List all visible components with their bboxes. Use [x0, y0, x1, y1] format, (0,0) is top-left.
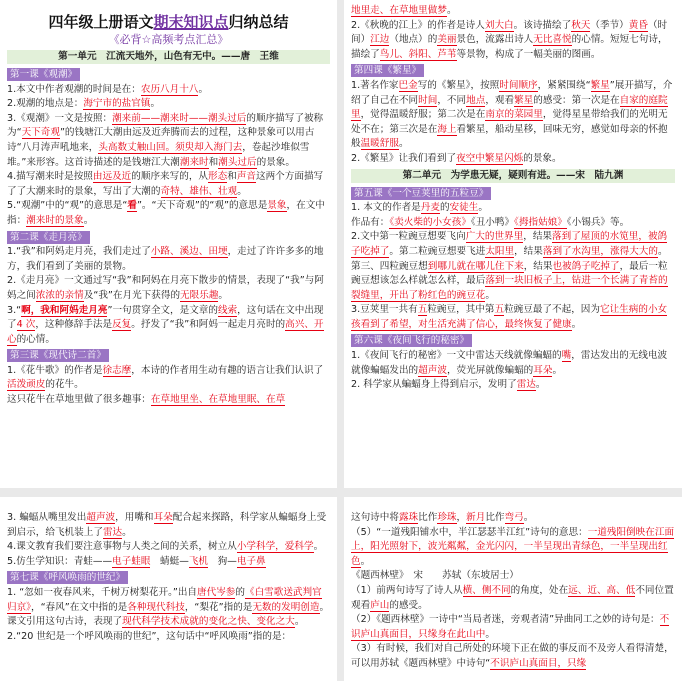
- item: 5.“观潮”中的“观”的意思是“看”。“天下奇观”的“观”的意思是景象，在文中指：潮来时的景象。: [7, 200, 325, 226]
- item: 地里走、在草地里做梦。: [351, 5, 457, 16]
- page-title: 四年级上册语文期末知识点归纳总结: [48, 13, 289, 31]
- item: 1. “忽如一夜春风来，千树万树梨花开。”出自唐代岑参的《白雪歌送武判官归京》，“春风”在文中指的是各种现代科技，“梨花”指的是无数的发明创造。课文引用这句古诗，表现了现代科学技术成就的变化之快、变化之大。: [7, 586, 330, 628]
- lesson-6-heading: 第六课《夜间飞行的秘密》: [351, 334, 472, 347]
- page-4: [344, 497, 682, 681]
- lesson-1-heading: 第一课《观潮》: [7, 68, 80, 81]
- item: 3.“啊，我和阿妈走月亮”一句贯穿全文，是文章的线索，这句话在文中出现了4 次，这种修辞手法是反复。抒发了“我”和阿妈一起走月亮时的高兴、开心的心情。: [7, 304, 324, 345]
- item: 2.《繁星》让我们看到了夜空中繁星闪烁的景象。: [351, 152, 562, 164]
- item: 3.《观潮》一文是按照：潮来前——潮来时——潮头过后的顺序描写了被称为“天下奇观”的钱塘江大潮由远及近奔腾而去的过程，这种景象可以用古诗“八月涛声吼地来，头高数丈触山回。须臾却入海门去，卷起沙堆似雪堆。”来形容。这首诗描述的是钱塘江大潮潮来时和潮头过后的景象。: [7, 112, 324, 168]
- page-3: [0, 497, 337, 681]
- unit-1-heading: 第一单元 江流天地外，山色有无中。——唐 王维: [7, 50, 330, 64]
- item: 2.观潮的地点是：海宁市的盐官镇。: [7, 98, 161, 110]
- item: 2.《秋晚的江上》的作者是诗人刘大白。该诗描绘了秋天（季节）黄昏（时间）江边（地点）的美丽景色，流露出诗人无比喜悦的心情。短短七句诗，描绘了鸟儿、斜阳、芦苇等景物，构成了一幅美丽的图画。: [351, 19, 668, 60]
- page-2: [344, 0, 682, 488]
- item: 作品有：《卖火柴的小女孩》《丑小鸭》《拇指姑娘》《小锡兵》等。: [351, 216, 630, 228]
- page-1: [0, 0, 337, 488]
- lesson-3-heading: 第三课《现代诗二首》: [7, 349, 109, 362]
- page-subtitle: 《必背☆高频考点汇总》: [108, 33, 229, 46]
- item: 这句诗中将露珠比作珍珠，新月比作弯弓。: [351, 512, 534, 523]
- item: 2.《走月亮》一文通过写“我”和阿妈在月亮下散步的情景，表现了“我”与阿妈之间浓浓的亲情及“我”在月光下获得的无限乐趣。: [7, 275, 324, 301]
- item: 1.本文中作者观潮的时间是在：农历八月十八。: [7, 83, 209, 95]
- item: 4.课文教育我们要注意事物与人类之间的关系，树立从小学科学，爱科学。: [7, 541, 324, 553]
- item: 1. 本文的作者是丹麦的安徒生。: [351, 202, 488, 214]
- item: 1.“我”和阿妈走月亮，我们走过了小路、溪边、田埂，走过了许许多多的地方，我们看到了美丽的景物。: [7, 246, 324, 272]
- item: 3.豆荚里一共有五粒豌豆，其中第五粒豌豆最了不起，因为它让生病的小女孩看到了希望，对生活充满了信心，最终恢复了健康。: [351, 304, 668, 330]
- item: （5）“一道残阳铺水中，半江瑟瑟半江红”诗句的意思：一道残阳倒映在江面上，阳光照射下，波光粼粼，金光闪闪，一半呈现出青绿色，一半呈现出红色。: [351, 526, 675, 567]
- lesson-5-heading: 第五课《一个豆荚里的五粒豆》: [351, 187, 491, 200]
- item: 2. 科学家从蝙蝠身上得到启示，发明了雷达。: [351, 379, 546, 391]
- item: （3）有时候，我们对自己所处的环境下正在做的事反而不及旁人看得清楚，可以用苏轼《题西林壁》中诗句“不识庐山真面目，只缘: [351, 643, 674, 669]
- item: （1）前两句诗写了诗人从横、侧不同的角度，处在远、近、高、低不同位置观看庐山的感受。: [351, 584, 674, 611]
- poem-heading: 《题西林壁》 宋 苏轼（东坡居士）: [351, 570, 519, 582]
- lesson-7-heading: 第七课《呼风唤雨的世纪》: [7, 571, 128, 584]
- item: （2）《题西林壁》一诗中“当局者迷，旁观者清”异曲同工之妙的诗句是：不识庐山真面目，只缘身在此山中。: [351, 614, 670, 640]
- item: 2.“20 世纪是一个呼风唤雨的世纪”，这句话中“呼风唤雨”指的是：: [7, 630, 292, 642]
- unit-2-heading: 第二单元 为学患无疑，疑则有进。——宋 陆九渊: [351, 169, 675, 183]
- item: 2.文中第一粒豌豆想要飞向广大的世界里，结果落到了屋顶的水笕里，被鸽子吃掉了。第二粒豌豆想要飞进太阳里，结果落到了水沟里，涨得大大的。第三、四粒豌豆想到哪儿就在哪儿住下来，结果也被鸽子吃掉了，最后一粒豌豆想该怎么样就怎么样，最后落到一块旧板子上，钻进一个长满了青苔的裂缝里，开出了粉红色的豌豆花。: [351, 231, 668, 301]
- item: 1.《夜间飞行的秘密》一文中雷达天线就像蝙蝠的嘴，雷达发出的无线电波就像蝙蝠发出的超声波，荧光屏就像蝙蝠的耳朵。: [351, 350, 668, 376]
- item: 3. 蝙蝠从嘴里发出超声波，用嘴和耳朵配合起来探路，科学家从蝙蝠身上受到启示，给飞机装上了雷达。: [7, 512, 327, 538]
- lesson-4-heading: 第四课《繁星》: [351, 64, 424, 77]
- item: 1.著名作家巴金写的《繁星》，按照时间顺序，紧紧围绕“繁星”展开描写，介绍了自己在不同时间，不同地点，观看繁星的感受：第一次是在自家的庭院里，觉得温暖舒服；第二次是在南京的菜园里，觉得星星带给我们的光明无处不在；第三次是在海上看繁星，船动星移，回味无穷，感觉如母亲的怀抱般温暖舒服。: [351, 79, 673, 150]
- item: 4.描写潮来时是按照由远及近的顺序来写的，从形态和声音这两个方面描写了了大潮来时的景象，写出了大潮的奇特、雄伟、壮观。: [7, 171, 324, 197]
- item: 这只花牛在草地里做了很多趣事：在草地里坐、在草地里眠、在草: [7, 394, 286, 406]
- item: 5.仿生学知识：青蛙——电子蛙眼 蜻蜓—飞机 狗—电子鼻: [7, 555, 266, 567]
- lesson-2-heading: 第二课《走月亮》: [7, 231, 90, 244]
- item: 1.《花牛歌》的作者是徐志摩，本诗的作者用生动有趣的语言让我们认识了活泼顽皮的花牛。: [7, 364, 324, 391]
